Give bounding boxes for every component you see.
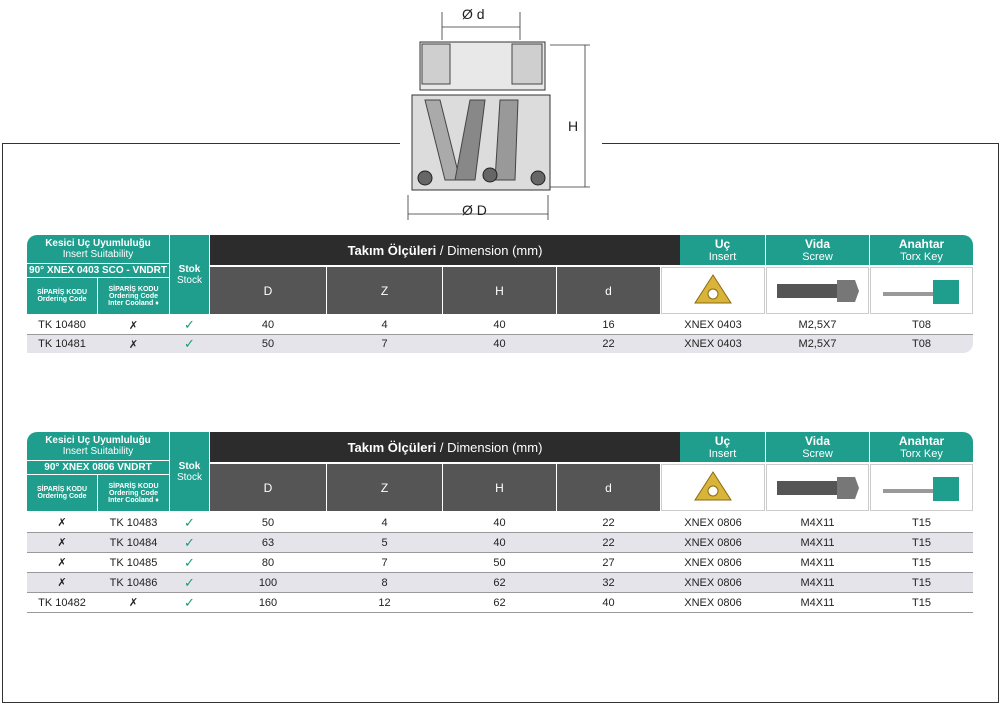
t2-row2-key: T15: [912, 536, 931, 549]
t2-row4-key: T15: [912, 576, 931, 589]
t2-row5-D: 160: [258, 596, 278, 609]
t2-row4-code1: ✗: [57, 577, 67, 589]
col-d: d: [557, 267, 660, 314]
t2-row5-d: 40: [602, 596, 615, 609]
row2-key: T08: [912, 338, 931, 350]
t2-row3-code1: ✗: [57, 557, 67, 569]
t2-row1-H: 40: [493, 516, 506, 529]
t2-row5-stock: ✓: [184, 594, 195, 610]
insert-image: [661, 267, 765, 314]
row2-code2: ✗: [128, 338, 139, 351]
torx-header: Anahtar Torx Key: [870, 235, 973, 265]
t2-row4-stock: ✓: [184, 574, 195, 590]
t2-row1-insert: XNEX 0806: [684, 516, 742, 529]
stock-header-2: Stok Stock: [170, 432, 209, 511]
t2-row2-code1: ✗: [57, 537, 67, 549]
t2-row1-code1: ✗: [57, 517, 67, 529]
t2-row4-screw: M4X11: [800, 576, 835, 589]
H-label: H: [568, 118, 579, 134]
t2-row3-insert: XNEX 0806: [684, 556, 742, 569]
insert-type-2: 90° XNEX 0806 VNDRT: [27, 461, 169, 474]
t2-row2-insert: XNEX 0806: [684, 536, 742, 549]
insert-header: Uç Insert: [680, 235, 765, 265]
row1-key: T08: [912, 319, 931, 331]
screw-image-2: [766, 464, 869, 511]
insert-icon: [693, 273, 733, 309]
table-1: [27, 235, 973, 355]
ordering-code-header-2: SİPARİŞ KODU Ordering Code: [27, 475, 97, 511]
t2-row4-code2: TK 10486: [109, 576, 158, 589]
col-H: H: [443, 267, 556, 314]
t2-row3-Z: 7: [381, 556, 388, 569]
t2-row3-D: 80: [261, 556, 275, 569]
torx-key-icon: [877, 276, 967, 306]
t2-row3-H: 50: [493, 556, 506, 569]
row1-stock: ✓: [184, 317, 195, 332]
row1-d: 16: [602, 319, 615, 331]
d-label: Ø d: [462, 6, 485, 22]
col-H-2: H: [443, 464, 556, 511]
col-Z-2: Z: [327, 464, 442, 511]
screw-icon: [773, 276, 863, 306]
t2-row4-H: 62: [493, 576, 506, 589]
row1-insert: XNEX 0403: [684, 319, 742, 331]
row1-screw: M2,5X7: [798, 319, 837, 331]
screw-header-2: Vida Screw: [766, 432, 869, 462]
row1-D: 40: [261, 319, 275, 331]
row2-stock: ✓: [184, 336, 195, 351]
col-D-2: D: [210, 464, 326, 511]
t2-row5-H: 62: [493, 596, 506, 609]
t2-row2-screw: M4X11: [800, 536, 835, 549]
torx-header-2: Anahtar Torx Key: [870, 432, 973, 462]
t2-row5-insert: XNEX 0806: [684, 596, 742, 609]
t2-row5-code1: TK 10482: [38, 596, 86, 609]
t2-row2-code2: TK 10484: [109, 536, 158, 549]
t2-row1-screw: M4X11: [800, 516, 835, 529]
t2-row2-d: 22: [602, 536, 615, 549]
ordering-code-cooland-header: SİPARİŞ KODU Ordering Code Inter Cooland ♦: [98, 278, 169, 314]
stock-header: Stok Stock: [170, 235, 209, 314]
t2-row1-Z: 4: [381, 516, 388, 529]
row2-H: 40: [493, 338, 506, 350]
t2-row2-H: 40: [493, 536, 506, 549]
col-d-2: d: [557, 464, 660, 511]
row2-code1: TK 10481: [38, 338, 86, 350]
dimension-header-2: Takım Ölçüleri / Dimension (mm): [210, 432, 680, 462]
screw-image: [766, 267, 869, 314]
t2-row3-key: T15: [912, 556, 931, 569]
ordering-code-header: SİPARİŞ KODU Ordering Code: [27, 278, 97, 314]
t2-row2-stock: ✓: [184, 534, 195, 550]
t2-row5-Z: 12: [378, 596, 391, 609]
t2-row1-D: 50: [261, 516, 275, 529]
t2-row5-key: T15: [912, 596, 931, 609]
col-Z: Z: [327, 267, 442, 314]
t2-row4-Z: 8: [381, 576, 388, 589]
insert-image-2: [661, 464, 765, 511]
torx-image-2: [870, 464, 973, 511]
col-D: D: [210, 267, 326, 314]
dimension-header: Takım Ölçüleri / Dimension (mm): [210, 235, 680, 265]
screw-header: Vida Screw: [766, 235, 869, 265]
row1-H: 40: [493, 319, 506, 331]
insert-icon: [693, 470, 733, 506]
row2-D: 50: [261, 338, 275, 350]
page-frame: [2, 143, 999, 703]
suitability-header: Kesici Uç Uyumluluğu Insert Suitability: [27, 235, 169, 263]
t2-row2-D: 63: [261, 536, 275, 549]
table-2: [27, 432, 973, 612]
torx-image: [870, 267, 973, 314]
t2-row3-code2: TK 10485: [109, 556, 158, 569]
insert-type: 90° XNEX 0403 SCO - VNDRT: [27, 264, 169, 277]
cutter-diagram: [400, 0, 600, 225]
t2-row1-code2: TK 10483: [109, 516, 158, 529]
t2-row5-code2: ✗: [128, 597, 139, 609]
t2-row4-D: 100: [258, 576, 278, 589]
row2-insert: XNEX 0403: [684, 338, 742, 350]
insert-header-2: Uç Insert: [680, 432, 765, 462]
t2-row1-d: 22: [602, 516, 615, 529]
D-label: Ø D: [462, 202, 487, 218]
row1-Z: 4: [381, 319, 388, 331]
torx-key-icon: [877, 473, 967, 503]
cutter-drawing: [400, 0, 600, 225]
row2-d: 22: [602, 338, 615, 350]
t2-row4-insert: XNEX 0806: [684, 576, 742, 589]
t2-row3-screw: M4X11: [800, 556, 835, 569]
t2-row1-stock: ✓: [184, 514, 195, 530]
t2-row1-key: T15: [912, 516, 931, 529]
t2-row3-d: 27: [602, 556, 615, 569]
screw-icon: [773, 473, 863, 503]
row1-code2: ✗: [128, 319, 139, 332]
t2-row3-stock: ✓: [184, 554, 195, 570]
row2-screw: M2,5X7: [798, 338, 837, 350]
row2-Z: 7: [381, 338, 388, 350]
t2-row5-screw: M4X11: [800, 596, 835, 609]
row1-code1: TK 10480: [38, 319, 86, 331]
suitability-header-2: Kesici Uç Uyumluluğu Insert Suitability: [27, 432, 169, 460]
ordering-code-cooland-header-2: SİPARİŞ KODU Ordering Code Inter Cooland ♦: [98, 475, 169, 511]
t2-row4-d: 32: [602, 576, 615, 589]
t2-row2-Z: 5: [381, 536, 388, 549]
